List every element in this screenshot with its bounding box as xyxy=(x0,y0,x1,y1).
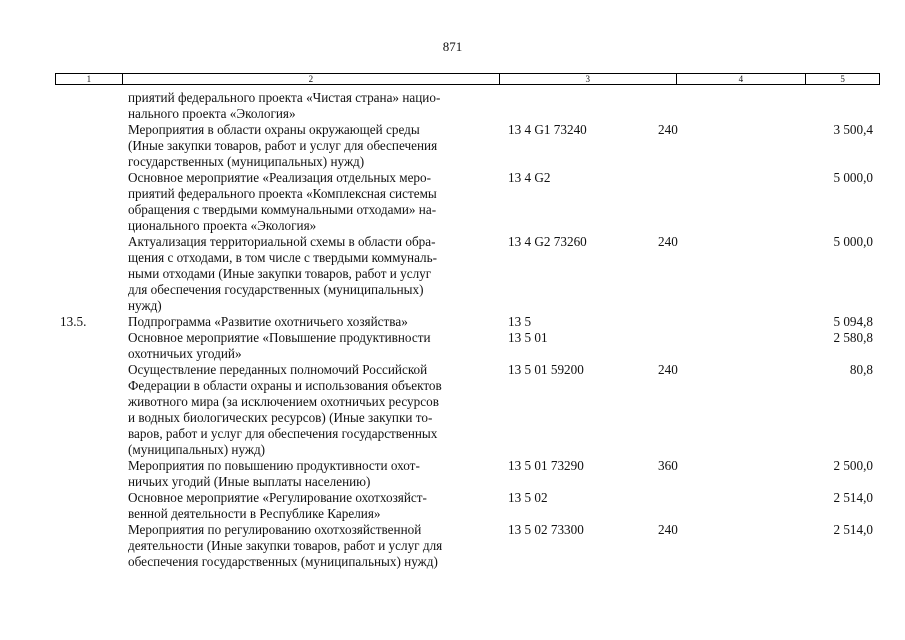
column-header-4: 4 xyxy=(677,74,807,84)
row-code: 13 4 G2 xyxy=(508,170,551,185)
table-row xyxy=(55,90,880,122)
table-row xyxy=(55,170,880,234)
row-code: 13 5 01 73290 xyxy=(508,458,584,473)
row-description: Основное мероприятие «Повышение продуктивности охотничьих угодий» xyxy=(128,330,431,361)
row-description: Подпрограмма «Развитие охотничьего хозяйства» xyxy=(128,314,408,329)
table-row xyxy=(55,314,880,330)
row-amount: 3 500,4 xyxy=(833,122,873,137)
column-header-5: 5 xyxy=(840,74,845,84)
table-row xyxy=(55,122,880,170)
row-amount: 5 000,0 xyxy=(833,234,873,249)
row-number: 13.5. xyxy=(60,314,87,329)
row-description: Осуществление переданных полномочий Российской Федерации в области охраны и использования объектов животного мира (за исключением охотничьих ресурсов и водных биологических ресурсов) (Иные закупки то- варов, работ и услуг для обеспечения государственных (муниципальных) нужд) xyxy=(128,362,442,457)
row-amount: 2 580,8 xyxy=(833,330,873,345)
table-row xyxy=(55,522,880,570)
table-row xyxy=(55,234,880,314)
row-code: 13 4 G1 73240 xyxy=(508,122,587,137)
table-body xyxy=(55,90,880,570)
row-expense-type: 240 xyxy=(658,362,678,377)
column-header-1: 1 xyxy=(56,74,123,84)
row-description: Мероприятия по повышению продуктивности охот- ничьих угодий (Иные выплаты населению) xyxy=(128,458,420,489)
column-header-3: 3 xyxy=(500,74,677,84)
row-code: 13 5 xyxy=(508,314,532,329)
row-amount: 5 094,8 xyxy=(833,314,873,329)
table-row xyxy=(55,490,880,522)
row-code: 13 4 G2 73260 xyxy=(508,234,587,249)
row-description: Мероприятия в области охраны окружающей среды (Иные закупки товаров, работ и услуг для обеспечения государственных (муниципальных) нужд) xyxy=(128,122,438,169)
row-description: Основное мероприятие «Реализация отдельных меро- приятий федерального проекта «Комплексная системы обращения с твердыми коммунальными отходами» на- ционального проекта «Экология» xyxy=(128,170,437,233)
row-expense-type: 360 xyxy=(658,458,678,473)
row-description: Актуализация территориальной схемы в области обра- щения с отходами, в том числе с твердыми коммуналь- ными отходами (Иные закупки товаров, работ и услуг для обеспечения государственных (муниципальных) нужд) xyxy=(128,234,438,313)
row-expense-type: 240 xyxy=(658,522,678,537)
row-amount: 2 514,0 xyxy=(833,522,873,537)
page-number: 871 xyxy=(442,39,463,54)
table-row xyxy=(55,458,880,490)
row-description: Мероприятия по регулированию охотхозяйственной деятельности (Иные закупки товаров, работ и услуг для обеспечения государственных (муниципальных) нужд) xyxy=(128,522,443,569)
row-description: Основное мероприятие «Регулирование охотхозяйст- венной деятельности в Республике Карелия» xyxy=(128,490,427,521)
row-expense-type: 240 xyxy=(658,234,678,249)
row-amount: 80,8 xyxy=(849,362,873,377)
row-code: 13 5 02 73300 xyxy=(508,522,584,537)
row-amount: 5 000,0 xyxy=(833,170,873,185)
table-row xyxy=(55,362,880,458)
row-code: 13 5 01 xyxy=(508,330,548,345)
row-description: приятий федерального проекта «Чистая страна» нацио- нального проекта «Экология» xyxy=(128,90,441,121)
row-code: 13 5 01 59200 xyxy=(508,362,584,377)
row-amount: 2 500,0 xyxy=(833,458,873,473)
row-code: 13 5 02 xyxy=(508,490,548,505)
table-header xyxy=(55,73,880,85)
column-header-2: 2 xyxy=(123,74,500,84)
table-row xyxy=(55,330,880,362)
row-expense-type: 240 xyxy=(658,122,678,137)
row-amount: 2 514,0 xyxy=(833,490,873,505)
